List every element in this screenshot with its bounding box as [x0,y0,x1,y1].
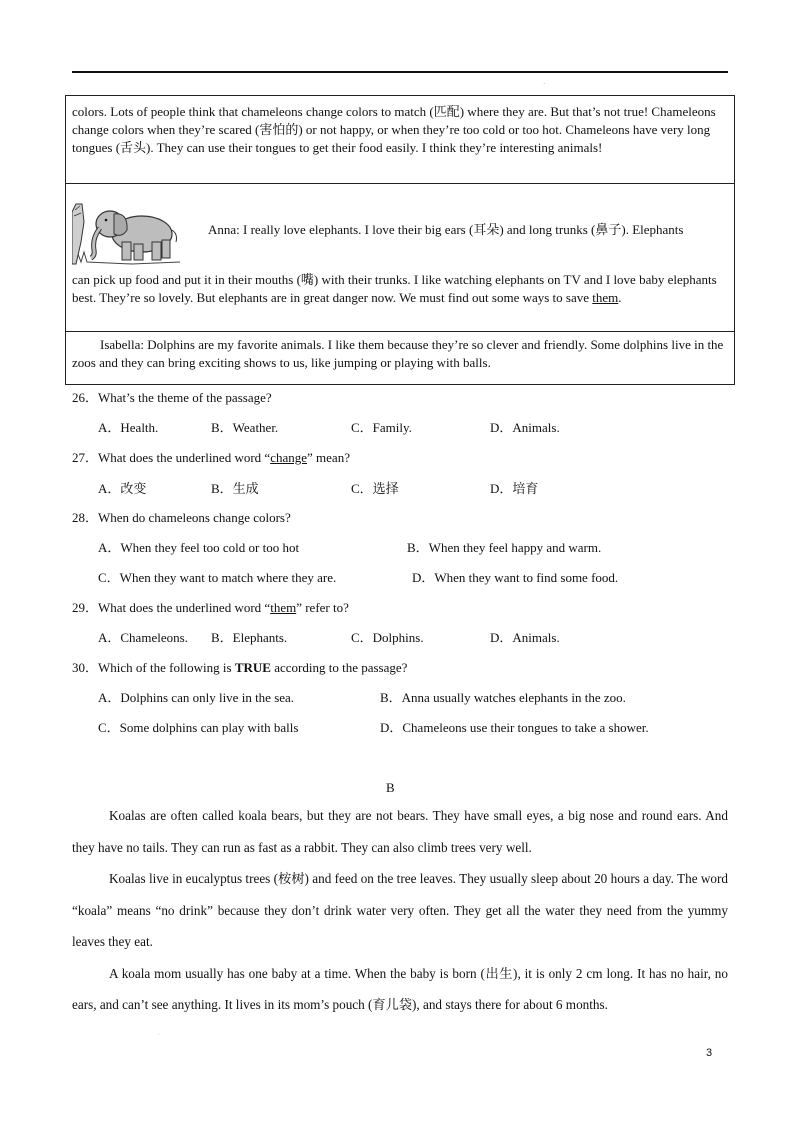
q27-option-c: C．选择 [351,481,399,496]
section-b-body [72,800,728,1021]
question-30 [72,659,407,677]
q26-option-b: B．Weather. [211,420,279,435]
anna-paragraph [72,271,726,307]
q28-option-b: B．When they feel happy and warm. [407,540,602,555]
elephant-cell [66,183,734,331]
question-26: 26．What’s the theme of the passage? [72,390,272,405]
koala-paragraph-1: Koalas are often called koala bears, but they are not bears. They have small eyes, a big nose and round ears. And they have no tails. They can run as fast as a rabbit. They can also climb trees very well. [72,808,728,855]
q27-underlined-word: change [270,450,308,465]
elephant-illustration [72,202,182,272]
scan-mark: · [543,80,546,88]
q26-option-c: C．Family. [351,420,412,435]
question-27 [72,449,350,467]
q26-option-d: D．Animals. [490,420,560,435]
koala-paragraph-3: A koala mom usually has one baby at a time. When the baby is born (出生), it is only 2 cm long. It has no hair, no ears, and can’t see anything. It lives in its mom’s pouch (育儿袋), and stays there for about 6 months. [72,965,728,1012]
q30-option-b: B．Anna usually watches elephants in the zoo. [380,690,626,705]
header-rule [72,71,728,73]
q27-stem-before: 27．What does the underlined word “ [72,450,271,465]
q27-stem-after: ” mean? [307,450,350,465]
q30-option-a: A．Dolphins can only live in the sea. [98,690,295,705]
q29-stem-before: 29．What does the underlined word “ [72,600,271,615]
chameleon-text: colors. Lots of people think that chameleons change colors to match (匹配) where they are. But that’s not true! Chameleons change colors when they’re scared (害怕的) or not happy, or when they’re too cold or too hot. Chameleons have very long tongues (舌头). They can use their tongues to get their food easily. I think they’re interesting animals! [72,104,716,155]
passage-table [65,95,735,385]
q30-option-c: C．Some dolphins can play with balls [98,720,299,735]
page-number: 3 [706,1047,713,1059]
q26-option-a: A．Health. [98,420,159,435]
underlined-word-them: them [592,290,619,305]
q30-stem-after: according to the passage? [270,660,408,675]
scan-mark-bottom: · [158,1032,160,1038]
anna-end: . [618,290,622,305]
dolphin-cell [66,331,734,384]
q28-option-d: D．When they want to find some food. [412,570,619,585]
q27-option-b: B．生成 [211,481,259,496]
q27-option-d: D．培育 [490,481,539,496]
q28-option-a: A．When they feel too cold or too hot [98,540,300,555]
q27-option-a: A．改变 [98,481,147,496]
q29-stem-after: ” refer to? [296,600,349,615]
question-28: 28．When do chameleons change colors? [72,510,291,525]
q30-stem-before: 30．Which of the following is [72,660,235,675]
q28-option-c: C．When they want to match where they are. [98,570,337,585]
koala-paragraph-2: Koalas live in eucalyptus trees (桉树) and feed on the tree leaves. They usually sleep about 20 hours a day. The word “koala” means “no drink” because they don’t drink water very often. They get all the water they need from the yummy leaves they eat. [72,871,728,949]
q29-option-c: C．Dolphins. [351,630,424,645]
isabella-text: Isabella: Dolphins are my favorite animals. I like them because they’re so clever and friendly. Some dolphins live in the zoos and they can bring exciting shows to us, like jumping or playing with balls. [72,337,724,370]
q29-option-a: A．Chameleons. [98,630,188,645]
question-29 [72,599,349,617]
q30-bold-word: TRUE [234,660,271,675]
q29-option-d: D．Animals. [490,630,560,645]
section-b-label: B [386,780,395,795]
q29-underlined-word: them [270,600,297,615]
q30-option-d: D．Chameleons use their tongues to take a shower. [380,720,649,735]
chameleon-cell [66,96,734,183]
anna-rest-text: can pick up food and put it in their mouths (嘴) with their trunks. I like watching elephants on TV and I love baby elephants best. They’re so lovely. But elephants are in great danger now. We must find out some ways to save [72,272,717,305]
q29-option-b: B．Elephants. [211,630,288,645]
anna-first-line: Anna: I really love elephants. I love their big ears (耳朵) and long trunks (鼻子). Elephants [208,222,684,237]
